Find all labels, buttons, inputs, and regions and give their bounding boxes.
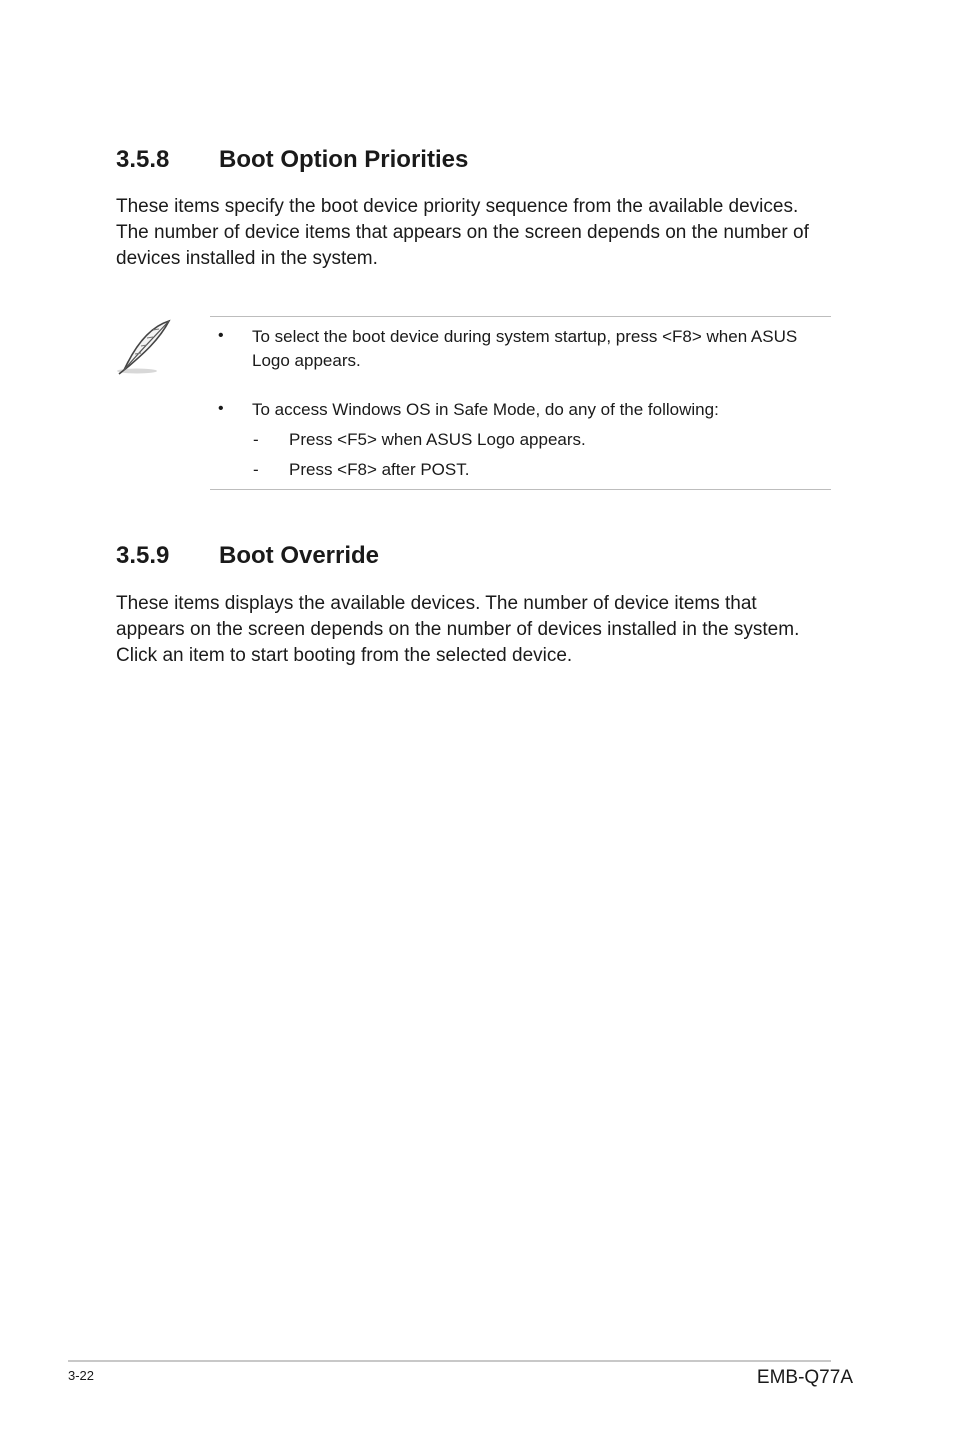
sub-item-dash: -: [253, 430, 259, 449]
note-bottom-rule: [210, 489, 831, 490]
note-sub-item: Press <F8> after POST.: [289, 460, 470, 479]
model-name: EMB-Q77A: [756, 1367, 853, 1388]
section-heading-3-5-9: [116, 542, 379, 570]
bullet-dot: •: [218, 327, 224, 344]
feather-pen-icon: [113, 318, 175, 376]
section-number: 3.5.8: [116, 146, 170, 173]
note-sub-item: Press <F5> when ASUS Logo appears.: [289, 430, 586, 449]
paragraph-line: devices installed in the system.: [116, 248, 378, 269]
note-line: To select the boot device during system startup, press <F8> when ASUS: [252, 327, 798, 346]
section-paragraph-3-5-9: [116, 591, 846, 669]
section-number: 3.5.9: [116, 542, 170, 569]
bullet-dot: •: [218, 400, 224, 417]
paragraph-line: The number of device items that appears on the screen depends on the number of: [116, 222, 809, 243]
sub-item-dash: -: [253, 460, 259, 479]
page-number: 3-22: [68, 1368, 95, 1383]
section-heading-3-5-8: [116, 146, 468, 174]
footer-rule: [68, 1360, 831, 1362]
paragraph-line: Click an item to start booting from the selected device.: [116, 645, 573, 666]
note-top-rule: [210, 316, 831, 317]
section-title: Boot Option Priorities: [219, 146, 469, 173]
section-paragraph-3-5-8: [116, 194, 846, 272]
note-item-1: [252, 325, 797, 373]
note-line: Logo appears.: [252, 351, 361, 370]
paragraph-line: These items specify the boot device priority sequence from the available devices.: [116, 196, 799, 217]
section-title: Boot Override: [219, 542, 380, 569]
paragraph-line: These items displays the available devices. The number of device items that: [116, 593, 757, 614]
paragraph-line: appears on the screen depends on the number of devices installed in the system.: [116, 619, 800, 640]
note-item-2: To access Windows OS in Safe Mode, do any of the following:: [252, 400, 719, 419]
